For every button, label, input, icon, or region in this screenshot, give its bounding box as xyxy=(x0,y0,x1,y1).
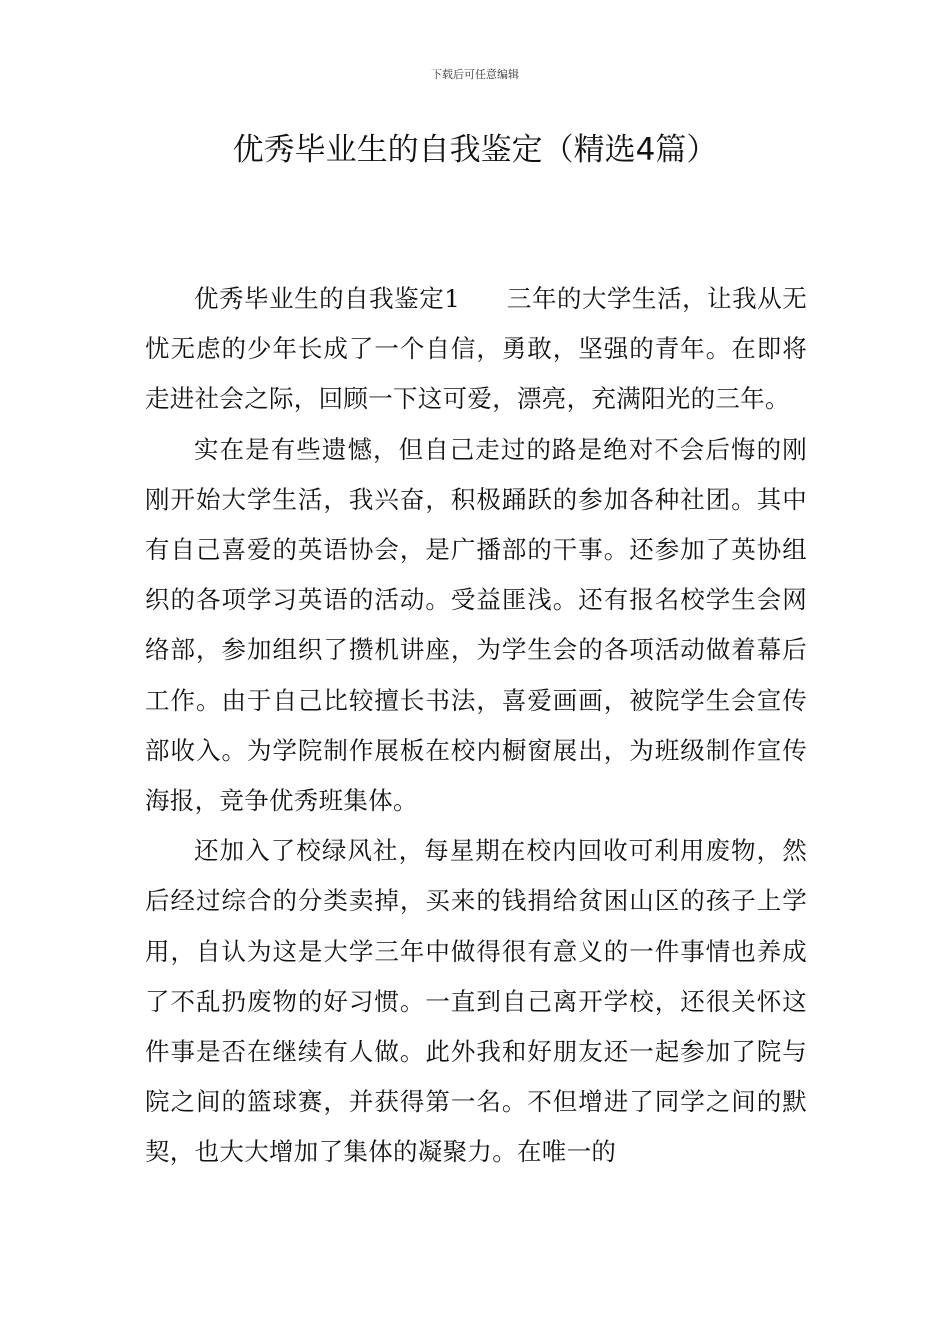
paragraph-3: 还加入了校绿风社，每星期在校内回收可利用废物，然后经过综合的分类卖掉，买来的钱捐给贫困山区的孩子上学用，自认为这是大学三年中做得很有意义的一件事情也养成了不乱扔废物的好习惯。一直到自己离开学校，还很关怀这件事是否在继续有人做。此外我和好朋友还一起参加了院与院之间的篮球赛，并获得第一名。不但增进了同学之间的默契，也大大增加了集体的凝聚力。在唯一的 xyxy=(145,836,807,1167)
document-body xyxy=(145,274,807,1178)
header-note: 下载后可任意编辑 xyxy=(431,68,519,81)
paragraph-1 xyxy=(145,274,807,425)
paragraph-1-text: 三年的大学生活，让我从无忧无虑的少年长成了一个自信，勇敢，坚强的青年。在即将走进社会之际，回顾一下这可爱，漂亮，充满阳光的三年。 xyxy=(145,284,807,414)
paragraph-2: 实在是有些遗憾，但自己走过的路是绝对不会后悔的刚刚开始大学生活，我兴奋，积极踊跃的参加各种社团。其中有自己喜爱的英语协会，是广播部的干事。还参加了英协组织的各项学习英语的活动。受益匪浅。还有报名校学生会网络部，参加组织了攒机讲座，为学生会的各项活动做着幕后工作。由于自己比较擅长书法，喜爱画画，被院学生会宣传部收入。为学院制作展板在校内橱窗展出，为班级制作宣传海报，竞争优秀班集体。 xyxy=(145,434,807,816)
document-title: 优秀毕业生的自我鉴定（精选4篇） xyxy=(232,132,718,168)
section-label: 优秀毕业生的自我鉴定1 xyxy=(194,284,461,313)
